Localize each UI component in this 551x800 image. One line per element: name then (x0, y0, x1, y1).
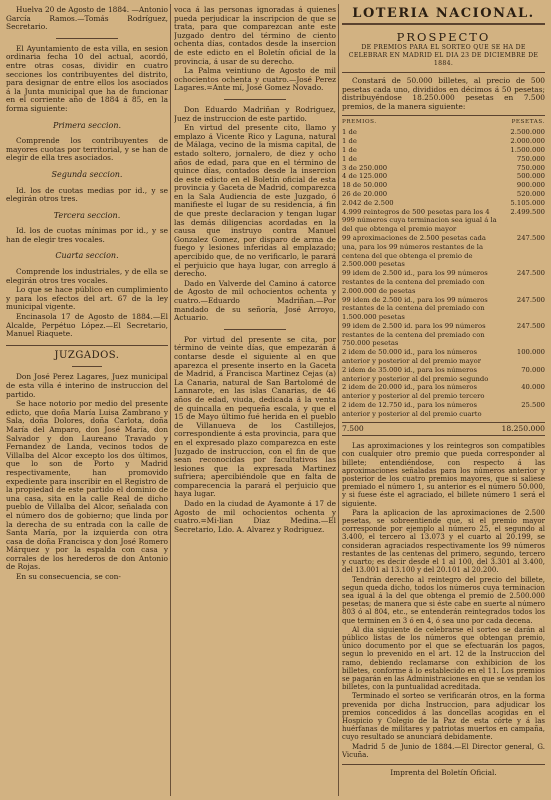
prize-amount: 25.500 (521, 401, 545, 410)
prize-amount: 70.000 (521, 365, 545, 374)
prize-row (342, 181, 545, 190)
edicto-convocatoria: voca á las personas ignoradas á quienes pueda perjudicar la inscripcion de que se trata, para que comparezcan ante este Juzgado dentro del término de ciento ochenta días, contados desde la insercion de este edicto en el Boletín oficial de la provincia, á usar de su derecho. (174, 6, 336, 66)
prize-amount: 247.500 (516, 321, 545, 330)
signature-la-palma: La Palma veintiuno de Agosto de mil ochocientos ochenta y cuatro.—José Perez Lagares.=Ante mí, José Gomez Novado. (174, 66, 336, 93)
cuarta-seccion-text: Comprende los industriales, y de ella se elegirán otros tres vocales. (6, 267, 168, 285)
prize-description: 99 idem de 2.500 id. para los 99 números restantes de la centena del premiado con 750.000 pesetas (342, 321, 486, 348)
prize-amount: 750.000 (516, 154, 545, 163)
primera-seccion-text: Comprende los contribuyentes de mayores cuotas por territorial, y se han de elegir de ella tres asociados. (6, 136, 168, 163)
prize-description: 1 de (342, 128, 357, 137)
header-premios: PREMIOS. (342, 118, 377, 125)
prize-amount: 247.500 (516, 233, 545, 242)
prize-row (342, 164, 545, 173)
prize-amount: 5.105.000 (510, 198, 545, 207)
prize-amount: 247.500 (516, 295, 545, 304)
signature-valverde: Dado en Valverde del Camino á catorce de Agosto de mil ochocientos ochenta y cuatro.—Eduardo Madriñan.—Por mandado de su señoría, José Arroyo, Actuario. (174, 278, 336, 323)
prize-description: 99 aproximaciones de 2.500 pesetas cada una, para los 99 números restantes de la centena del que obtenga el premio de 2.500.000 pesetas (342, 233, 486, 269)
edicto-text: Se hace notorio por medio del presente edicto, que doña María Luisa Zambrano y Sala, doña Dolores, doña Carlota, doña María del Amparo, don José María, don Salvador y don Laureano Travado y Fernandez de Landa, vecinos todos de Villalba del Alcor excepto los dos últimos, que lo son de Porto y Madrid respectivamente, han promovido expediente para inscribir en el Registro de la propiedad de este partido el dominio de una casa, sita en la calle Real de dicho pueblo de Villalba del Alcor, señalada con el número dos de gobierno; que linda por la derecha de su entrada con la calle de Santa María, por la izquierda con otra casa de doña Francisca y don José Romero Márquez y por la espalda con casa y corrales de los herederos de don Antonio de Rojas. (6, 399, 168, 572)
signature-madrid: Madrid 5 de Junio de 1884.—El Director general, G. Vicuña. (342, 742, 545, 759)
divider (224, 329, 286, 330)
prize-description: 1 de (342, 145, 357, 154)
prize-row (342, 172, 545, 181)
prize-description: 99 idem de 2.500 id., para los 99 números restantes de la centena del premiado con 1.500.000 pesetas (342, 295, 488, 322)
prize-amount: 2.000.000 (510, 137, 545, 146)
prize-row (342, 269, 545, 295)
prize-description: 26 de 20.000 (342, 189, 388, 198)
signature-encinasola: Encinasola 17 de Agosto de 1884.—El Alcalde, Perpétuo López.—El Secretario, Manuel Riaquete. (6, 312, 168, 339)
prize-description: 2 idem de 20.000 id., para los números anterior y posterior al del premio tercero (342, 383, 485, 401)
prize-row (342, 401, 545, 419)
segunda-seccion-text: Id. los de cuotas medias por id., y se elegirán otros tres. (6, 185, 168, 204)
prize-amount: 900.000 (516, 181, 545, 190)
prize-row (342, 208, 545, 234)
signature-huelva: Huelva 20 de Agosto de 1884. —Antonio García Ramos.—Tomás Rodríguez, Secretario. (6, 6, 168, 32)
column-rule-1 (170, 4, 171, 796)
divider (56, 38, 118, 39)
heading-tercera-seccion: Tercera seccion. (53, 210, 121, 220)
prize-row (342, 234, 545, 269)
prize-row (342, 137, 545, 146)
heading-cuarta-seccion: Cuarta seccion. (55, 251, 119, 261)
prospecto-heading: PROSPECTO (396, 29, 491, 44)
prize-description: 2 idem de 50.000 id., para los números anterior y posterior al del premio mayor (342, 348, 481, 366)
prize-row (342, 296, 545, 322)
header-pesetas: PESETAS. (511, 118, 545, 125)
rules-paragraph-3: Tendrán derecho al reintegro del precio del billete, segun queda dicho, todos los números cuya terminacion sea igual á la del que obtenga el premio de 2.500.000 pesetas; de manera que si éste cabe en suerte al número 803 ó al 804, etc., se entenderán reintegrados todos los que terminen en 3 ó en 4, ó sea uno por cada decena. (342, 575, 545, 625)
prize-row (342, 383, 545, 401)
prize-row (342, 128, 545, 137)
heading-juzgados: JUZGADOS. (54, 349, 120, 361)
heading-primera-seccion: Primera seccion. (52, 120, 122, 130)
juez-madrinan-intro: Don Eduardo Madriñan y Rodriguez, Juez de instruccion de este partido. (174, 104, 336, 123)
column-rule-2 (338, 4, 339, 796)
prospecto-subtitle: DE PREMIOS PARA EL SORTEO QUE SE HA DE CELEBRAR EN MADRID EL DIA 23 DE DICIEMBRE DE 1884. (348, 44, 539, 68)
column-3 (342, 6, 545, 778)
prize-row (342, 155, 545, 164)
prize-description: 99 idem de 2.500 id., para los 99 números restantes de la centena del premiado con 2.000.000 de pesetas (342, 269, 488, 295)
prize-description: 2.042 de 2.500 (342, 198, 394, 207)
prize-amount: 500.000 (516, 172, 545, 181)
prize-amount: 2.499.500 (510, 207, 545, 216)
prize-description: 4 de 125.000 (342, 172, 388, 181)
prize-row (342, 366, 545, 384)
prize-row (342, 146, 545, 155)
citacion-text: Por virtud del presente se cita, por término de veinte días, que empezarán á contarse desde el siguiente al en que aparezca el presente inserto en la Gaceta de Madrid, á Francisca Martinez Cejas (a) La Canaria, natural de San Bartolomé de Lannarote, en las islas Canarias, de 46 años de edad, viuda, dedicada á la venta de quincalla en pequeña escala, y que el 15 de Mayo último fué herida en el pueblo de Villanueva de los Castillejos, correspondiente á esta provincia, para que en el expresado plazo comparezca en este Juzgado de instruccion, con el fin de que sean reconocidas por facultativos las lesiones que la expresada Martinez sufriera; apercibiéndole que en falta de comparecencia la parará el perjuicio que haya lugar. (174, 334, 336, 499)
divider (342, 764, 545, 765)
column-1 (6, 6, 168, 583)
prize-row (342, 348, 545, 366)
ayuntamiento-notice: El Ayuntamiento de esta villa, en sesion ordinaria fecha 10 del actual, acordó, entre otras cosas, dividir en cuatro secciones los contribuyentes del distrito, para designar de entre ellos los asociados á la Junta municipal que ha de funcionar en el corriente año de 1884 á 85, en la forma siguiente: (6, 43, 168, 113)
prize-description: 2 idem de 12.750 id., para los números anterior y posterior al del premio cuarto (342, 401, 482, 418)
divider (224, 99, 286, 100)
signature-ayamonte: Dado en la ciudad de Ayamonte á 17 de Agosto de mil ochocientos ochenta y cuatro.=Mi-lian Diaz Medina.—El Secretario, Ldo. A. Alvarez y Rodriguez. (174, 499, 336, 534)
cuarta-seccion-publicity: Lo que se hace público en cumplimiento y para los efectos del art. 67 de la ley municipal vigente. (6, 285, 168, 312)
prize-amount: 1.500.000 (510, 145, 545, 154)
prize-table (342, 118, 545, 419)
prize-table-header (342, 118, 545, 129)
edicto-continuation: En su consecuencia, se con- (16, 572, 121, 582)
divider (342, 115, 545, 116)
prize-description: 2 idem de 35.000 id., para los números anterior y posterior al del premio segundo (342, 365, 489, 383)
rules-paragraph-4: Al dia siguiente de celebrarse el sorteo se darán al público listas de los números que obtengan premio, único documento por el que se efectuarán los pagos, segun lo prevenido en el art. 12 de la Instruccion del ramo, debiendo reclamarse con exhibicion de los billetes, conforme á lo establecido en el 11. Los premios se pagarán en las Administraciones en que se vendan los billetes, con la puntualidad acreditada. (342, 625, 545, 692)
heading-segunda-seccion: Segunda seccion. (51, 169, 123, 179)
rules-paragraph-5: Terminado el sorteo se verificarán otros, en la forma prevenida por dicha Instruccion, para adjudicar los premios concedidos á las doncellas acogidas en el Hospicio y Colegio de la Paz de esta córte y á las huérfanas de militares y patriotas muertos en campaña, cuyo resultado se anunciará debidamente. (342, 692, 545, 742)
prize-amount: 750.000 (516, 163, 545, 172)
prize-amount: 100.000 (516, 348, 545, 357)
rules-paragraph-2: Para la aplicacion de las aproximaciones de 2.500 pesetas, se sobreentiende que, si el premio mayor corresponde por ejemplo al número 25, el segundo al 3.400, el tercero al 13.073 y el cuarto al 20.199, se consideran agraciados respectivamente los 99 números restantes de las centenas del primero, segundo, tercero y cuarto; es decir desde el 1 al 100, del 3.301 al 3.400, del 13.001 al 13.100 y del 20.101 al 20.200. (342, 508, 545, 575)
emplazamiento-text: En virtud del presente cito, llamo y emplazo á Vicente Rico y Laguna, natural de Málaga, vecino de la misma capital, de estado soltero, jornalero, de diez y ocho años de edad, para que en el término de quince días, contados desde la insercion de este edicto en el Boletín oficial de esta provincia y Gaceta de Madrid, comparezca en la Sala Audiencia de este Juzgado, ó manifieste el lugar de su residencia, á fin de que preste declaracion y tengan lugar las demás diligencias acordadas en la causa que instruyo contra Manuel Gonzalez Gomez, por disparo de arma de fuego y lesiones inferidas al emplazado; apercibido que, de no verificarlo, le parará el perjuicio que haya lugar, con arreglo á derecho. (174, 123, 336, 279)
mini-rule (72, 366, 102, 367)
total-prizes: 7.500 (342, 423, 364, 433)
title-rule (342, 23, 545, 25)
prize-description: 1 de (342, 154, 357, 163)
divider (6, 345, 168, 346)
juez-intro: Don José Perez Lagares, Juez municipal de esta villa é interino de instruccion del partido. (6, 372, 168, 399)
prize-amount: 247.500 (516, 269, 545, 278)
tercera-seccion-text: Id. los de cuotas mínimas por id., y se han de elegir tres vocales. (6, 226, 168, 244)
prize-amount: 40.000 (521, 383, 545, 392)
prize-description: 18 de 50.000 (342, 181, 388, 190)
divider (342, 72, 545, 73)
prize-row (342, 199, 545, 208)
prize-description: 1 de (342, 137, 357, 146)
prize-total-row (342, 422, 545, 437)
printer-footer: Imprenta del Boletín Oficial. (390, 767, 497, 777)
prize-amount: 2.500.000 (510, 128, 545, 137)
prize-description: 3 de 250.000 (342, 163, 388, 172)
rules-paragraph-1: Las aproximaciones y los reintegros son compatibles con cualquier otro premio que pueda corresponder al billete; entendiéndose, con respecto á las aproximaciones señaladas para los números anterior y posterior de los cuatro premios mayores, que si saliese premiado el número 1, su anterior es el número 50.000, y si fuese éste el agraciado, el billete número 1 será el siguiente. (342, 442, 545, 508)
lottery-intro: Constará de 50.000 billetes, al precio de 500 pesetas cada uno, divididos en décimos á 50 pesetas; distribuyéndose 18.250.000 pesetas en 7.500 premios, de la manera siguiente: (342, 76, 545, 111)
lottery-title: LOTERIA NACIONAL. (352, 6, 535, 21)
prize-row (342, 190, 545, 199)
prize-row (342, 322, 545, 348)
column-2 (174, 6, 336, 535)
total-pesetas: 18.250.000 (501, 423, 545, 433)
prize-amount: 520.000 (516, 189, 545, 198)
prize-description: 4.999 reintegros de 500 pesetas para los 4 999 números cuya terminacion sea igual á la del que obtenga el premio mayor (342, 207, 497, 234)
